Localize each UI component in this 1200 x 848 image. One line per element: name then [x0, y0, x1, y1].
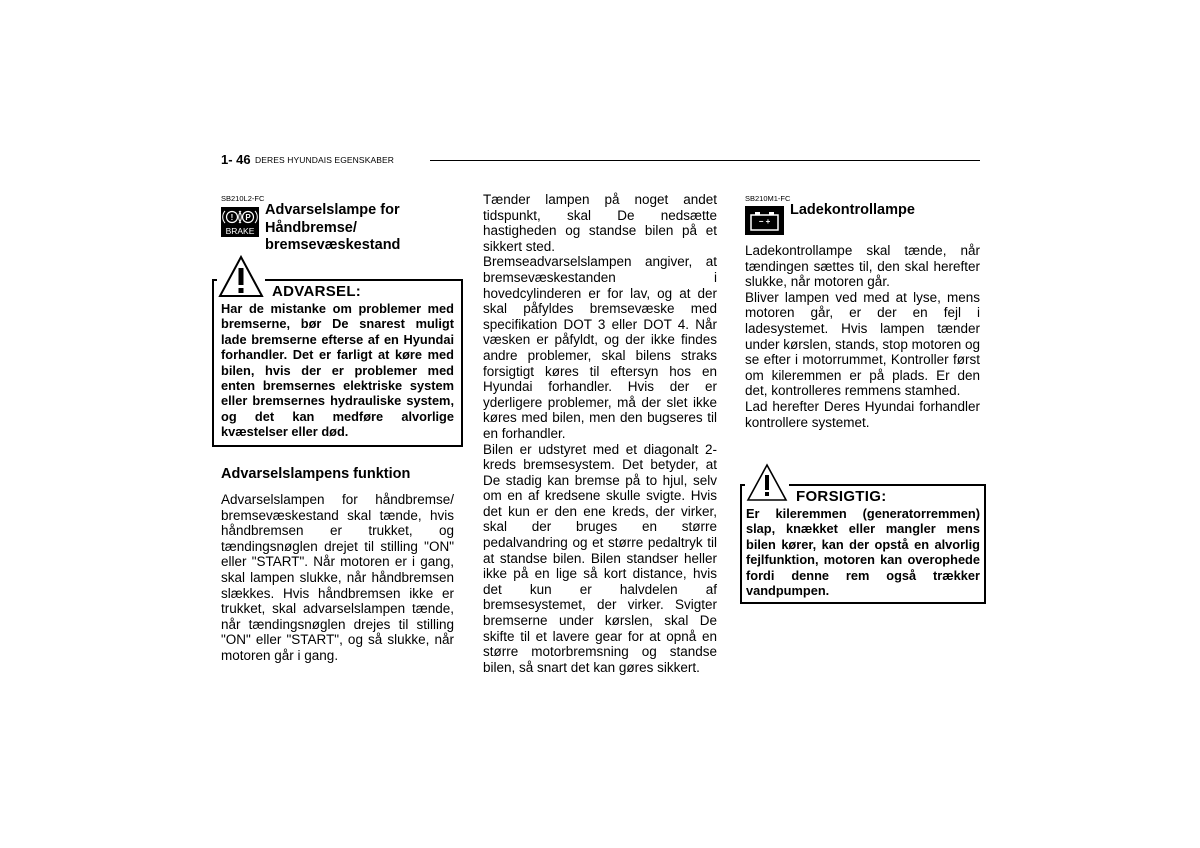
svg-text:!: ! [230, 213, 234, 222]
svg-text:P: P [245, 213, 251, 222]
battery-charge-icon [745, 206, 784, 235]
brake-warning-icon [221, 207, 259, 237]
subheading: Advarselslampens funktion [221, 466, 411, 482]
page-number: 1- 46 [221, 152, 251, 167]
brake-icon-label: BRAKE [225, 226, 255, 236]
warning-title: ADVARSEL: [272, 283, 362, 300]
caution-title: FORSIGTIG: [796, 488, 887, 505]
body-paragraph: Bliver lampen ved med at lyse, mens motoren går, er der en fejl i ladesystemet. Hvis lampen tænder under kørslen, stands, stop motoren og se efter i motorrummet, Kontroller først om kileremmen er på plads. Er den det, kontrolleres remmens stamhed. [745, 289, 980, 399]
column-2-text [483, 192, 717, 675]
warning-triangle-icon [217, 255, 265, 299]
section-code: SB210L2-FC [221, 194, 265, 203]
title-line: Håndbremse/ [265, 219, 357, 236]
warning-text: Har de mistanke om problemer med bremserne, bør De snarest muligt lade bremserne efterse af en Hyundai forhandler. Det er farligt at køre med bilen, hvis der er problemer med enten bremsernes elektriske system eller bremsernes hydrauliske system, og det kan medføre alvorlige kvæstelser eller død. [221, 301, 454, 440]
body-paragraph: Bremseadvarselslampen angiver, at bremsevæskestanden i hovedcylinderen er for lav, og at der skal påfyldes bremsevæske med specifikation DOT 3 eller DOT 4. Når væsken er påfyldt, og der ikke findes andre problemer, skal bilens straks forsigtigt køres til eftersyn hos en Hyundai forhandler. Hvis der er yderligere problemer, må der slet ikke køres med bilen, men den bugseres til en forhandler. [483, 254, 717, 441]
header-rule [430, 160, 980, 161]
warning-triangle-icon [745, 463, 789, 503]
body-paragraph: Lad herefter Deres Hyundai forhandler kontrollere systemet. [745, 398, 980, 430]
body-paragraph: Advarselslampen for håndbremse/ bremsevæskestand skal tænde, hvis håndbremsen er trukket, og tændingsnøglen drejet til stilling "ON" eller "START". Når motoren er i gang, skal lampen slukke, når håndbremsen slækkes. Hvis håndbremsen ikke er trukket, skal advarselslampen tænde, når tændingsnøglen drejes til stilling "ON" eller "START", og så slukke, når motoren går i gang. [221, 492, 454, 663]
section-title: DERES HYUNDAIS EGENSKABER [255, 155, 395, 165]
charge-section-title: Ladekontrollampe [790, 202, 915, 218]
column-3-text [745, 243, 980, 430]
body-paragraph: Tænder lampen på noget andet tidspunkt, skal De nedsætte hastigheden og standse bilen på et sikkert sted. [483, 192, 717, 254]
section-code: SB210M1-FC [745, 194, 791, 203]
caution-text: Er kileremmen (generatorremmen) slap, knækket eller mangler mens bilen kører, kan der opstå en alvorlig fejlfunktion, motoren kan overophede fordi denne rem også trækker vandpumpen. [746, 506, 980, 599]
battery-symbol: − + [758, 217, 771, 226]
body-paragraph: Bilen er udstyret med et diagonalt 2-kreds bremsesystem. Det betyder, at De stadig kan bremse på to hjul, selv om en af kredsene skulle svigte. Hvis det kun er den ene kreds, der virker, skal der bruges en større pedalvandring og et større pedaltryk til at standse bilen. Bilen standser heller ikke på en lige så kort distance, hvis det kun er halvdelen af bremsesystemet, der virker. Svigter bremserne under kørslen, skal De skifte til et lavere gear for at opnå en større motorbremsning og standse bilen, så snart det kan gøres sikkert. [483, 441, 717, 675]
title-line: Advarselslampe for [265, 202, 400, 218]
title-line: bremsevæskestand [265, 237, 401, 253]
brake-section-title [265, 202, 465, 255]
body-paragraph: Ladekontrollampe skal tænde, når tændingen sættes til, den skal herefter slukke, når motoren går. [745, 243, 980, 290]
